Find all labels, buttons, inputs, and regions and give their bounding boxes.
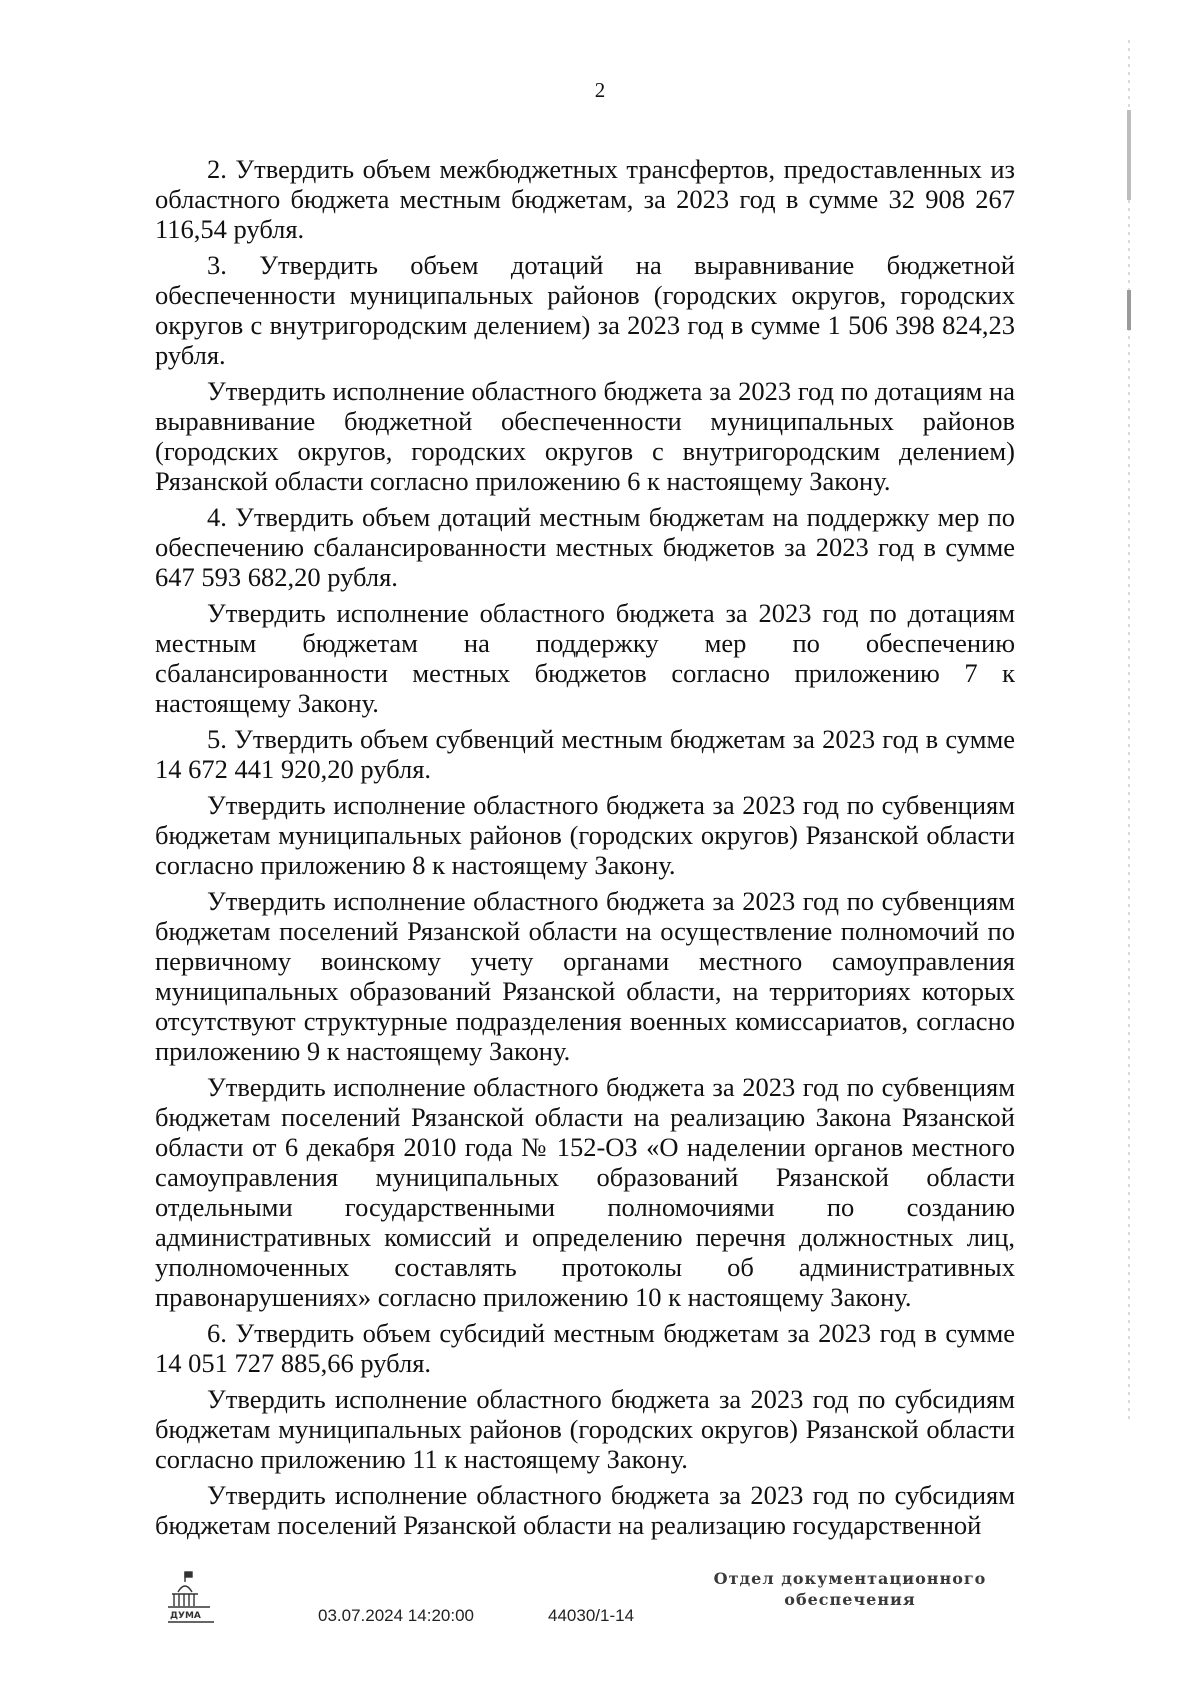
paragraph-5-approve-a: Утвердить исполнение областного бюджета за 2023 год по субвенциям бюджетам муниципальных районов (городских округов) Рязанской области согласно приложению 8 к настоящему Закону. bbox=[155, 790, 1015, 880]
paragraph-4: 4. Утвердить объем дотаций местным бюджетам на поддержку мер по обеспечению сбалансированности местных бюджетов за 2023 год в сумме 647 593 682,20 рубля. bbox=[155, 502, 1015, 592]
paragraph-3-approve: Утвердить исполнение областного бюджета за 2023 год по дотациям на выравнивание бюджетной обеспеченности муниципальных районов (городских округов, городских округов с внутригородским делением) Рязанской области согласно приложению 6 к настоящему Закону. bbox=[155, 376, 1015, 496]
paragraph-6-approve-b: Утвердить исполнение областного бюджета за 2023 год по субсидиям бюджетам поселений Рязанской области на реализацию государственной bbox=[155, 1480, 1015, 1540]
paragraph-5-approve-b: Утвердить исполнение областного бюджета за 2023 год по субвенциям бюджетам поселений Рязанской области на осуществление полномочий по первичному воинскому учету органами местного самоуправления муниципальных образований Рязанской области, на территориях которых отсутствуют структурные подразделения военных комиссариатов, согласно приложению 9 к настоящему Закону. bbox=[155, 886, 1015, 1066]
scan-edge-mark bbox=[1126, 40, 1132, 1420]
paragraph-4-approve: Утвердить исполнение областного бюджета за 2023 год по дотациям местным бюджетам на поддержку мер по обеспечению сбалансированности местных бюджетов согласно приложению 7 к настоящему Закону. bbox=[155, 598, 1015, 718]
department-stamp bbox=[705, 1568, 995, 1610]
paragraph-3: 3. Утвердить объем дотаций на выравнивание бюджетной обеспеченности муниципальных районов (городских округов, городских округов с внутригородским делением) за 2023 год в сумме 1 506 398 824,23 рубля. bbox=[155, 250, 1015, 370]
paragraph-5: 5. Утвердить объем субвенций местным бюджетам за 2023 год в сумме 14 672 441 920,20 рубля. bbox=[155, 724, 1015, 784]
paragraph-6-approve-a: Утвердить исполнение областного бюджета за 2023 год по субсидиям бюджетам муниципальных районов (городских округов) Рязанской области согласно приложению 11 к настоящему Закону. bbox=[155, 1384, 1015, 1474]
document-body bbox=[155, 154, 1015, 1546]
paragraph-2: 2. Утвердить объем межбюджетных трансфертов, предоставленных из областного бюджета местным бюджетам, за 2023 год в сумме 32 908 267 116,54 рубля. bbox=[155, 154, 1015, 244]
duma-building-emblem-icon bbox=[166, 1570, 216, 1626]
footer-date: 03.07.2024 14:20:00 bbox=[318, 1606, 474, 1625]
paragraph-5-approve-c: Утвердить исполнение областного бюджета за 2023 год по субвенциям бюджетам поселений Рязанской области на реализацию Закона Рязанской области от 6 декабря 2010 года № 152-ОЗ «О наделении органов местного самоуправления муниципальных образований Рязанской области отдельными государственными полномочиями по созданию административных комиссий и определению перечня должностных лиц, уполномоченных составлять протоколы об административных правонарушениях» согласно приложению 10 к настоящему Закону. bbox=[155, 1072, 1015, 1312]
svg-text:ДУМА: ДУМА bbox=[170, 1611, 201, 1621]
stamp-line-1: Отдел документационного bbox=[713, 1569, 987, 1588]
stamp-line-2: обеспечения bbox=[784, 1590, 916, 1609]
footer-registration-number: 44030/1-14 bbox=[548, 1606, 635, 1625]
page-number: 2 bbox=[594, 78, 606, 102]
paragraph-6: 6. Утвердить объем субсидий местным бюджетам за 2023 год в сумме 14 051 727 885,66 рубля. bbox=[155, 1318, 1015, 1378]
